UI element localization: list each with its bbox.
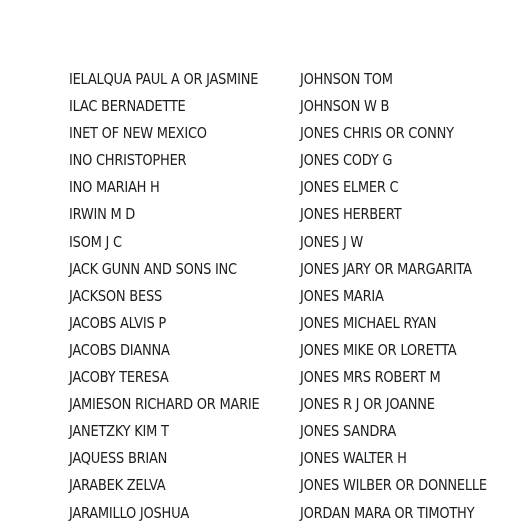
name-entry: JAMIESON RICHARD OR MARIE xyxy=(69,395,260,414)
name-entry: JORDAN MARA OR TIMOTHY xyxy=(300,503,475,522)
name-entry: ISOM J C xyxy=(69,232,122,251)
name-entry: JOHNSON W B xyxy=(300,97,390,116)
name-entry: JAQUESS BRIAN xyxy=(69,449,168,468)
name-entry: JONES JARY OR MARGARITA xyxy=(300,259,472,278)
name-entry: JONES WALTER H xyxy=(300,449,407,468)
name-entry: JANETZKY KIM T xyxy=(69,422,169,441)
name-entry: JONES SANDRA xyxy=(300,422,397,441)
name-entry: INO CHRISTOPHER xyxy=(69,151,187,170)
name-entry: INO MARIAH H xyxy=(69,178,160,197)
name-entry: JONES MRS ROBERT M xyxy=(300,368,441,387)
name-entry: INET OF NEW MEXICO xyxy=(69,124,207,143)
name-entry: JARABEK ZELVA xyxy=(69,476,166,495)
name-entry: JONES MICHAEL RYAN xyxy=(300,313,437,332)
right-name-column xyxy=(300,68,512,529)
name-entry: IRWIN M D xyxy=(69,205,136,224)
name-entry: JACOBS ALVIS P xyxy=(69,313,166,332)
name-entry: JONES MARIA xyxy=(300,286,384,305)
name-entry: JACOBS DIANNA xyxy=(69,340,170,359)
name-entry: JONES ELMER C xyxy=(300,178,399,197)
name-entry: ILAC BERNADETTE xyxy=(69,97,186,116)
name-entry: JONES HERBERT xyxy=(300,205,402,224)
name-entry: IELALQUA PAUL A OR JASMINE xyxy=(69,70,259,88)
name-entry: JARAMILLO JOSHUA xyxy=(69,503,190,522)
name-entry: JACKSON BESS xyxy=(69,286,162,305)
name-entry: JONES CHRIS OR CONNY xyxy=(300,124,454,143)
name-entry: JONES WILBER OR DONNELLE xyxy=(300,476,487,495)
name-entry: JOHNSON TOM xyxy=(300,70,393,88)
left-name-column xyxy=(69,68,294,529)
name-entry: JONES J W xyxy=(300,232,364,251)
name-entry: JONES R J OR JOANNE xyxy=(300,395,435,414)
name-entry: JACK GUNN AND SONS INC xyxy=(69,259,237,278)
name-entry: JONES CODY G xyxy=(300,151,393,170)
name-entry: JONES MIKE OR LORETTA xyxy=(300,340,457,359)
name-entry: JACOBY TERESA xyxy=(69,368,169,387)
